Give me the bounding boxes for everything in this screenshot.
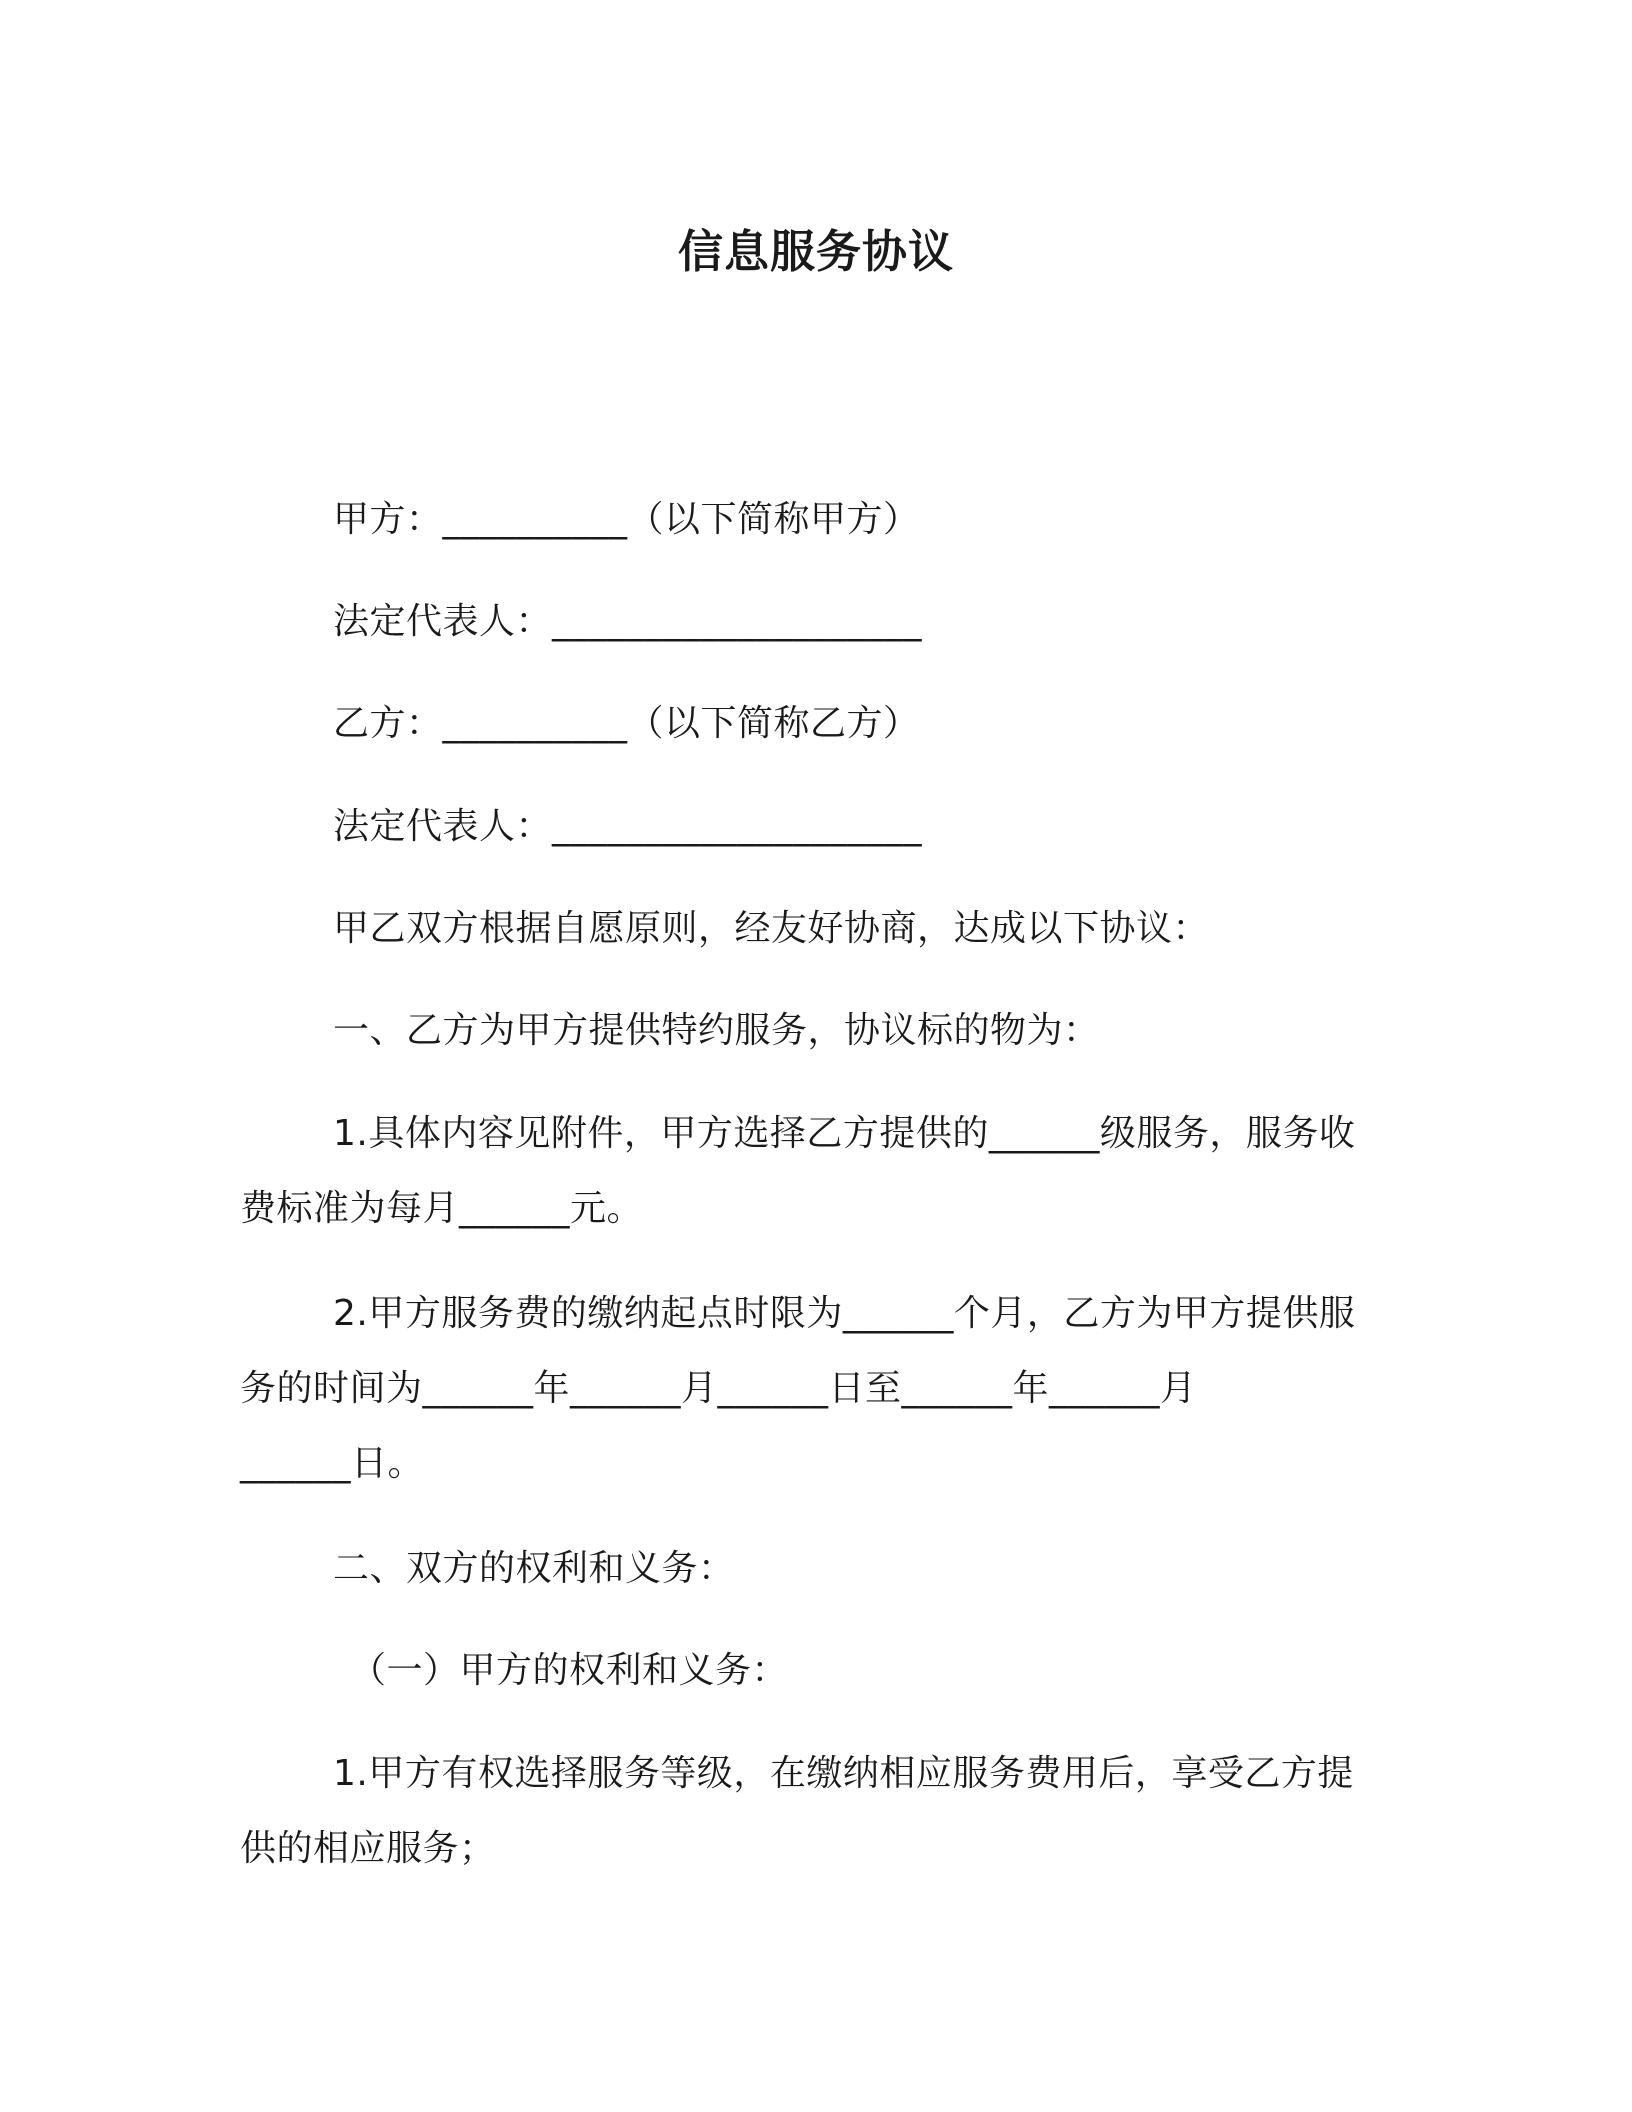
party-b-representative-line: 法定代表人：____________________: [333, 806, 923, 847]
section-two-heading: 二、双方的权利和义务：: [333, 1548, 735, 1589]
clause-1-2-line-1: 2.甲方服务费的缴纳起点时限为______个月，乙方为甲方提供服: [333, 1293, 1356, 1334]
clause-1-1-line-1: 1.具体内容见附件，甲方选择乙方提供的______级服务，服务收: [333, 1113, 1356, 1154]
clause-1-1-line-2: 费标准为每月______元。: [240, 1188, 644, 1229]
document-title: 信息服务协议: [677, 225, 954, 278]
clause-1-2-line-2: 务的时间为______年______月______日至______年______月: [240, 1368, 1197, 1409]
section-one-heading: 一、乙方为甲方提供特约服务，协议标的物为：: [333, 1010, 1100, 1051]
agreement-intro: 甲乙双方根据自愿原则，经友好协商，达成以下协议：: [333, 908, 1210, 949]
party-b-line: 乙方：__________（以下简称乙方）: [333, 703, 920, 744]
party-a-representative-line: 法定代表人：____________________: [333, 601, 923, 642]
clause-1-2-line-3: ______日。: [240, 1443, 425, 1484]
subsection-one-heading: （一）甲方的权利和义务：: [350, 1650, 789, 1691]
party-a-line: 甲方：__________（以下简称甲方）: [333, 499, 920, 540]
clause-2-1-line-1: 1.甲方有权选择服务等级，在缴纳相应服务费用后，享受乙方提: [333, 1753, 1354, 1794]
clause-2-1-line-2: 供的相应服务；: [240, 1828, 496, 1869]
